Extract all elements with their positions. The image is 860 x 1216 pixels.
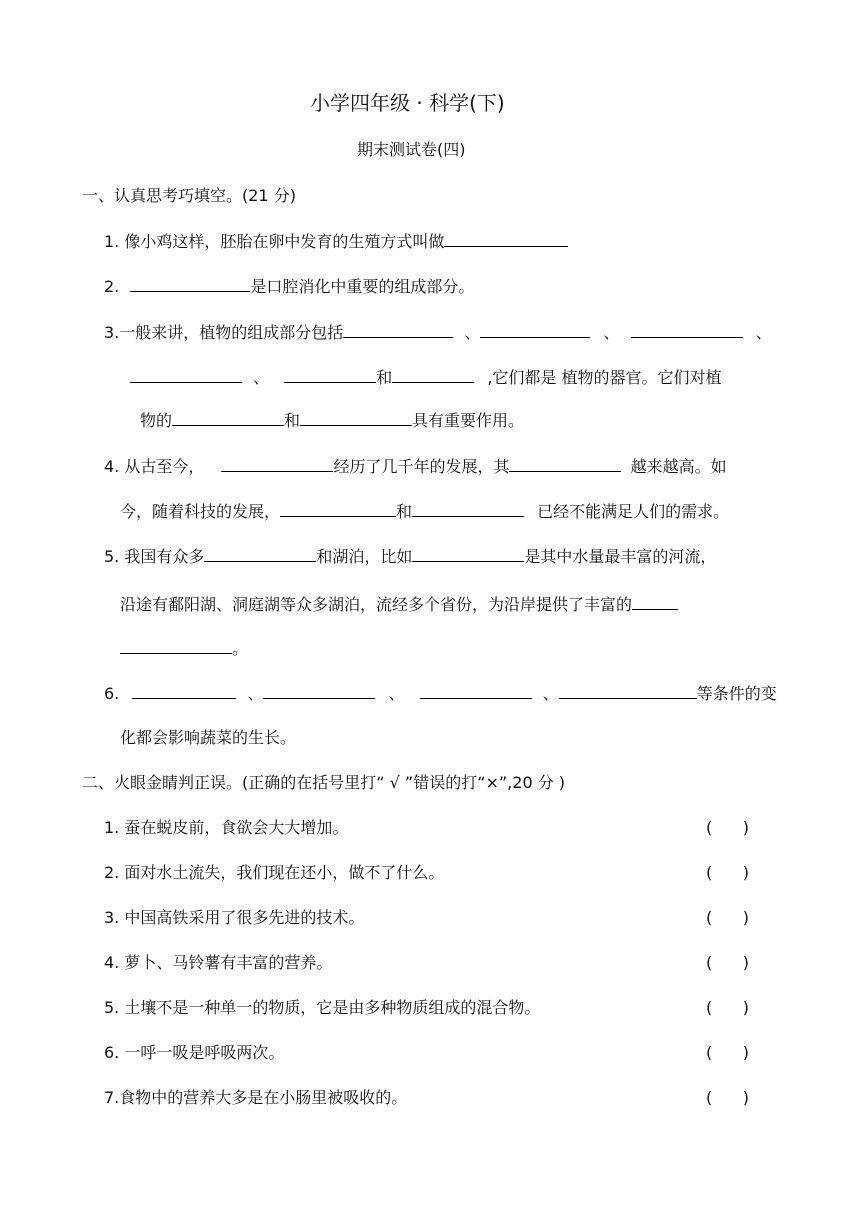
q4-text-a: 4. 从古至今，: [104, 457, 205, 476]
q4-text-c: 越来越高。如: [630, 457, 727, 476]
answer-blank[interactable]: [343, 322, 453, 338]
answer-blank[interactable]: [300, 410, 412, 426]
answer-blank[interactable]: [221, 456, 333, 472]
answer-blank[interactable]: [172, 410, 284, 426]
separator: 、: [247, 684, 264, 703]
answer-blank[interactable]: [284, 367, 376, 383]
question-2: [104, 276, 474, 298]
question-4-line-1: [104, 456, 727, 478]
answer-blank[interactable]: [559, 683, 697, 699]
answer-blank[interactable]: [263, 683, 375, 699]
question-5-line-1: [104, 546, 716, 568]
answer-parentheses[interactable]: ( ): [706, 998, 749, 1017]
q3-text-d: 具有重要作用。: [412, 411, 525, 430]
answer-blank[interactable]: [509, 456, 621, 472]
question-5-line-2: [120, 594, 678, 616]
answer-blank[interactable]: [412, 546, 524, 562]
q6-text-a: 等条件的变: [696, 684, 777, 703]
tf-item-1: 1. 蚕在蜕皮前，食欲会大大增加。: [104, 818, 349, 837]
conjunction: 和: [376, 368, 393, 387]
tf-item-4: 4. 萝卜、马铃薯有丰富的营养。: [104, 953, 333, 972]
answer-blank[interactable]: [480, 322, 590, 338]
question-6-line-1: [104, 683, 777, 705]
answer-parentheses[interactable]: ( ): [706, 818, 749, 837]
conjunction: 和: [284, 411, 301, 430]
page-subtitle: 期末测试卷(四): [357, 140, 466, 159]
q2-number: 2.: [104, 277, 120, 296]
answer-parentheses[interactable]: ( ): [706, 953, 749, 972]
q5-text-d: 沿途有鄱阳湖、洞庭湖等众多湖泊，流经多个省份，为沿岸提供了丰富的: [120, 595, 633, 614]
q2-text: 是口腔消化中重要的组成部分。: [250, 277, 475, 296]
answer-blank[interactable]: [632, 594, 678, 610]
separator: 、: [253, 368, 270, 387]
tf-item-5: 5. 土壤不是一种单一的物质，它是由多种物质组成的混合物。: [104, 998, 541, 1017]
answer-blank[interactable]: [444, 231, 568, 247]
answer-blank[interactable]: [631, 322, 743, 338]
question-1: [104, 231, 568, 253]
answer-blank[interactable]: [132, 683, 236, 699]
question-3-line-1: [104, 322, 772, 344]
separator: 、: [542, 684, 559, 703]
q5-text-a: 5. 我国有众多: [104, 547, 205, 566]
answer-parentheses[interactable]: ( ): [706, 1088, 749, 1107]
q1-text: 1. 像小鸡这样，胚胎在卵中发育的生殖方式叫做: [104, 232, 445, 251]
tf-item-3: 3. 中国高铁采用了很多先进的技术。: [104, 908, 365, 927]
q4-text-b: 经历了几千年的发展，其: [333, 457, 510, 476]
question-3-line-3: [140, 410, 524, 432]
q3-text-b: ,它们都是 植物的器官。它们对植: [487, 368, 722, 387]
section1-heading: 一、认真思考巧填空。(21 分): [82, 186, 296, 205]
answer-parentheses[interactable]: ( ): [706, 1043, 749, 1062]
q4-text-d: 今，随着科技的发展，: [120, 502, 281, 521]
separator: 、: [388, 684, 405, 703]
question-4-line-2: [120, 501, 729, 523]
answer-blank[interactable]: [420, 683, 532, 699]
question-6-line-2: 化都会影响蔬菜的生长。: [120, 728, 297, 747]
answer-blank[interactable]: [392, 367, 474, 383]
answer-blank[interactable]: [130, 276, 250, 292]
separator: 、: [755, 323, 772, 342]
question-5-line-3: [120, 638, 248, 660]
answer-blank[interactable]: [412, 501, 524, 517]
answer-blank[interactable]: [120, 638, 232, 654]
tf-item-7: 7.食物中的营养大多是在小肠里被吸收的。: [104, 1088, 408, 1107]
q5-text-b: 和湖泊，比如: [316, 547, 413, 566]
q4-text-e: 已经不能满足人们的需求。: [537, 502, 730, 521]
question-3-line-2: [130, 367, 722, 389]
section2-heading: 二、火眼金睛判正误。(正确的在括号里打“ √ ”错误的打“×”,20 分 ): [82, 773, 566, 792]
answer-blank[interactable]: [280, 501, 396, 517]
answer-parentheses[interactable]: ( ): [706, 863, 749, 882]
q3-text-a: 3.一般来讲，植物的组成部分包括: [104, 323, 344, 342]
tf-item-6: 6. 一呼一吸是呼吸两次。: [104, 1043, 285, 1062]
answer-parentheses[interactable]: ( ): [706, 908, 749, 927]
conjunction: 和: [396, 502, 413, 521]
q3-text-c: 物的: [140, 411, 173, 430]
answer-blank[interactable]: [204, 546, 316, 562]
q6-number: 6.: [104, 684, 120, 703]
tf-item-2: 2. 面对水土流失，我们现在还小，做不了什么。: [104, 863, 445, 882]
separator: 、: [603, 323, 620, 342]
q5-text-c: 是其中水量最丰富的河流，: [524, 547, 717, 566]
page-title: 小学四年级 · 科学(下): [310, 91, 505, 115]
answer-blank[interactable]: [130, 367, 242, 383]
q5-text-e: 。: [232, 639, 249, 658]
separator: 、: [464, 323, 481, 342]
